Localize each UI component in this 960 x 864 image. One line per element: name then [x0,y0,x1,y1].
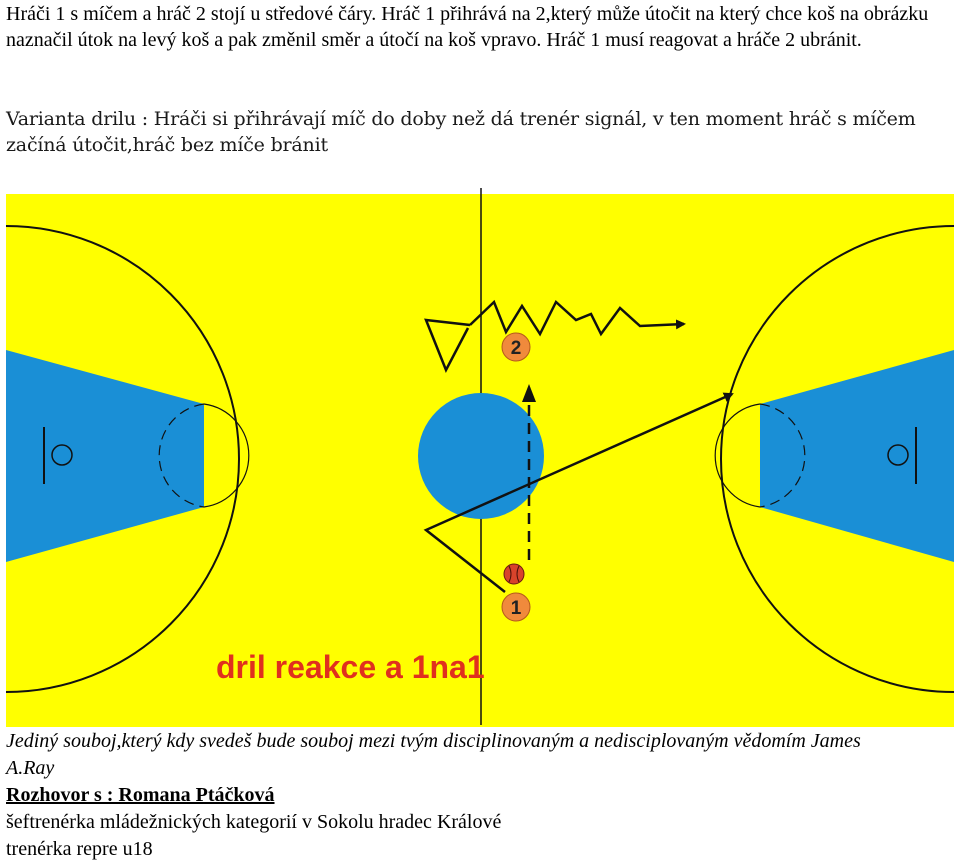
coach-role-line-2: trenérka repre u18 [6,838,153,860]
ball-icon [504,564,524,584]
quote-text: Jediný souboj,který kdy svedeš bude souboj mezi tvým disciplinovaným a nedisciplovaným vědomím James A.Ray [6,730,861,779]
player-2-label: 2 [510,338,522,359]
intro-paragraph: Hráči 1 s míčem a hráč 2 stojí u středové čáry. Hráč 1 přihrává na 2,který může útočit na který chce koš na obrázku naznačil útok na levý koš a pak změnil směr a útočí na koš vpravo. Hráč 1 musí reagovat a hráče 2 ubránit. [6,3,929,51]
center-circle [418,393,544,519]
drill-variant-paragraph: Varianta drilu : Hráči si přihrávají míč do doby než dá trenér signál, v ten moment hráč s míčem začíná útočit,hráč bez míče bránit [6,108,916,156]
basketball-court-diagram [0,184,960,729]
diagram-caption: dril reakce a 1na1 [216,649,485,685]
player-1-label: 1 [510,598,522,619]
interview-heading: Rozhovor s : Romana Ptáčková [6,784,275,806]
coach-role-line-1: šeftrenérka mládežnických kategorií v Sokolu hradec Králové [6,811,502,833]
